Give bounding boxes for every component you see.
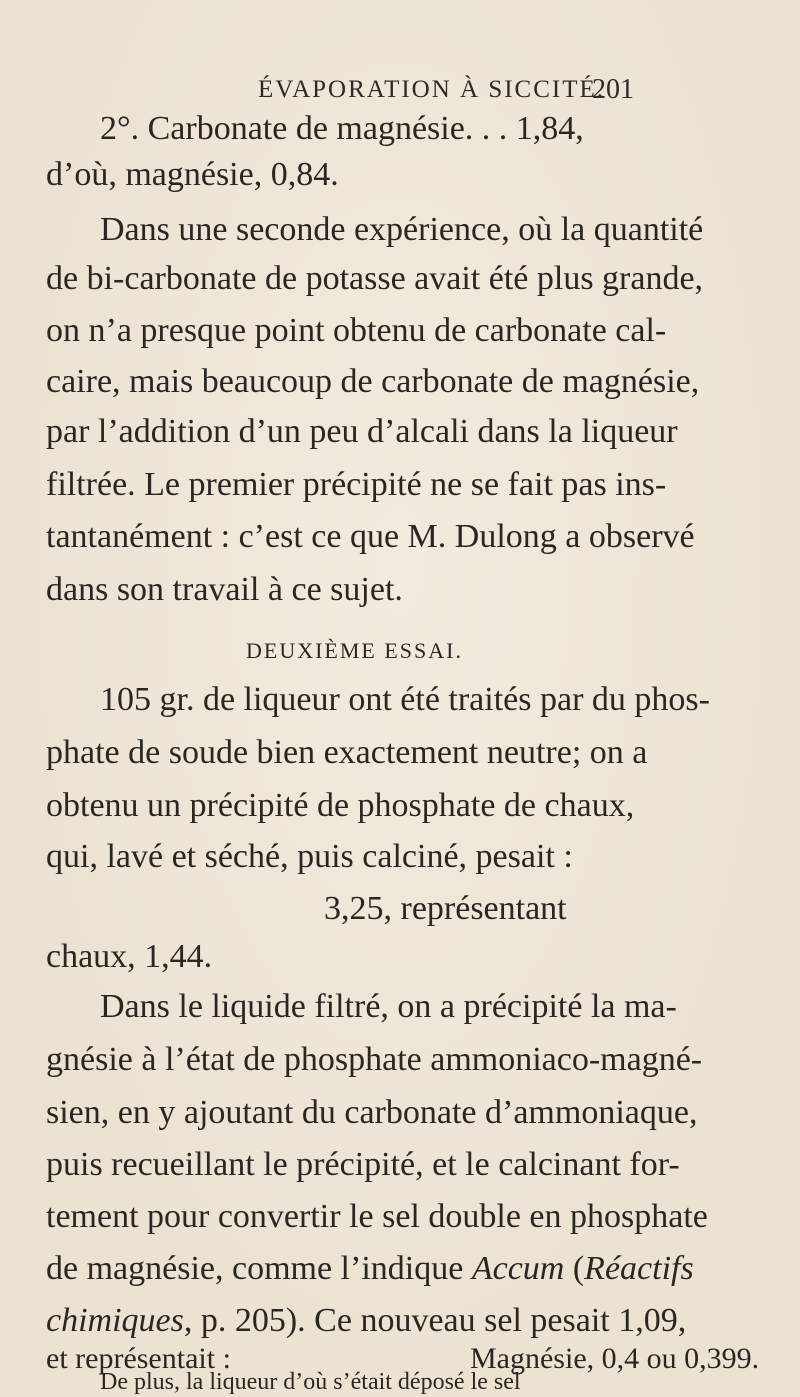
text-run: (: [564, 1250, 585, 1287]
italic-run: chimiques: [46, 1302, 184, 1339]
text-line: de bi-carbonate de potasse avait été plus grande,: [46, 260, 704, 297]
text-line: obtenu un précipité de phosphate de chaux,: [46, 787, 635, 824]
text-run: et représentait :: [46, 1342, 231, 1375]
text-run: , p. 205). Ce nouveau sel pesait 1,09,: [183, 1302, 687, 1339]
text-line: par l’addition d’un peu d’alcali dans la liqueur: [46, 413, 678, 450]
text-run: De plus, la liqueur d’où s’était déposé le sel: [100, 1369, 521, 1395]
text-line: filtrée. Le premier précipité ne se fait pas ins-: [46, 466, 667, 503]
text-line: gnésie à l’état de phosphate ammoniaco-magné-: [46, 1041, 703, 1078]
running-head: ÉVAPORATION À SICCITÉ.: [258, 76, 606, 103]
text-line: Dans le liquide filtré, on a précipité la ma-: [100, 988, 677, 1025]
text-line: puis recueillant le précipité, et le calcinant for-: [46, 1146, 680, 1183]
text-line: sien, en y ajoutant du carbonate d’ammoniaque,: [46, 1094, 698, 1131]
text-line: 2°. Carbonate de magnésie. . . 1,84,: [100, 110, 584, 147]
text-run: Magnésie, 0,4 ou 0,399.: [470, 1342, 760, 1375]
text-line: dans son travail à ce sujet.: [46, 571, 403, 608]
text-run: de magnésie, comme l’indique: [46, 1250, 472, 1287]
text-line: d’où, magnésie, 0,84.: [46, 156, 339, 193]
text-line: on n’a presque point obtenu de carbonate cal-: [46, 312, 667, 349]
text-line: tantanément : c’est ce que M. Dulong a observé: [46, 518, 695, 555]
text-line: 3,25, représentant: [324, 890, 567, 927]
section-heading: DEUXIÈME ESSAI.: [246, 638, 463, 663]
page-number: 201: [592, 74, 634, 105]
text-line: qui, lavé et séché, puis calciné, pesait :: [46, 838, 573, 875]
text-line: phate de soude bien exactement neutre; on a: [46, 734, 648, 771]
text-line: chaux, 1,44.: [46, 938, 213, 975]
italic-run: Réactifs: [584, 1250, 694, 1287]
text-line: [100, 1370, 521, 1394]
text-line: [46, 1252, 694, 1286]
page-header: [0, 72, 800, 112]
text-line: 105 gr. de liqueur ont été traités par du phos-: [100, 681, 710, 718]
text-line: Dans une seconde expérience, où la quantité: [100, 211, 704, 248]
italic-run: Accum: [471, 1250, 565, 1287]
text-line: caire, mais beaucoup de carbonate de magnésie,: [46, 363, 700, 400]
text-line: tement pour convertir le sel double en phosphate: [46, 1198, 708, 1235]
text-line: [46, 1304, 686, 1338]
